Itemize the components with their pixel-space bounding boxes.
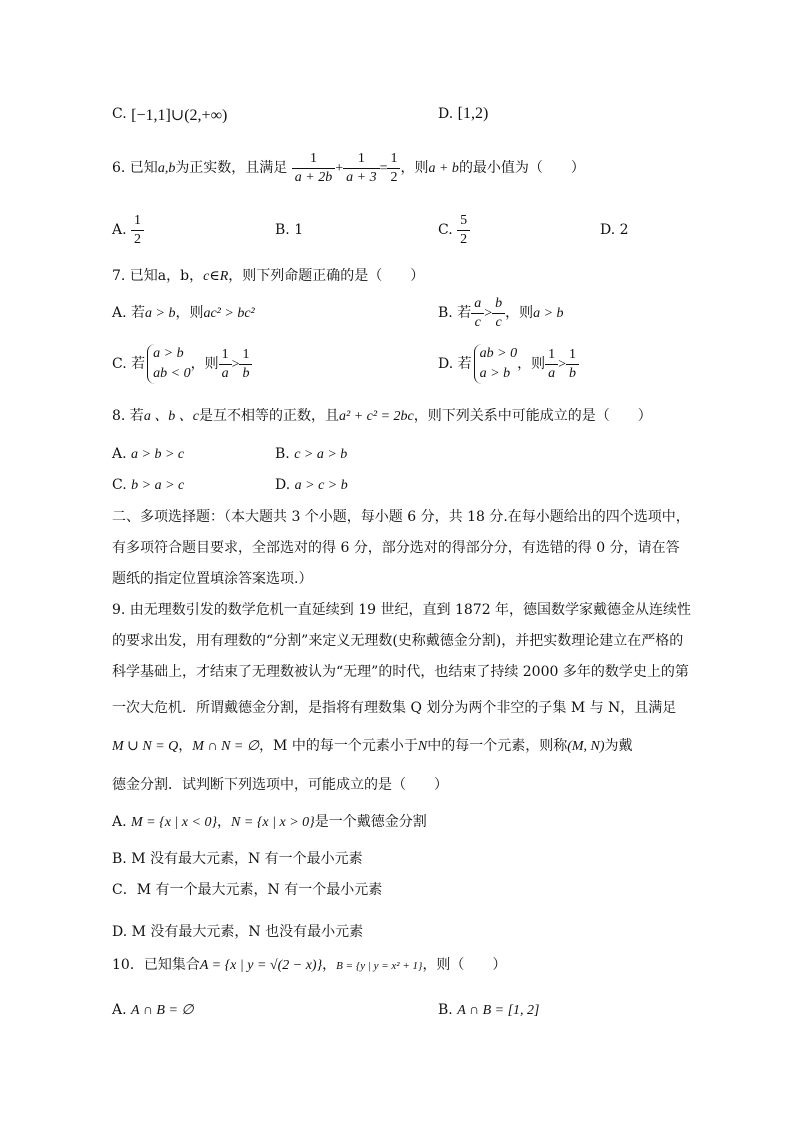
q7-stem: 7. 已知a，b，c∈R，则下列命题正确的是（ ） [112, 268, 425, 284]
q7-option-d-system: ab > 0 a > b [474, 344, 517, 384]
q8-option-b[interactable]: B. c > a > b [275, 446, 348, 462]
q8-option-d[interactable]: D. a > c > b [275, 477, 348, 493]
q6-option-b[interactable]: B. 1 [275, 222, 304, 238]
q9-line-2: 的要求出发，用有理数的“分割”来定义无理数(史称戴德金分割)，并把实数理论建立在严格的 [112, 633, 684, 649]
q6-stem: 6. 已知a,b为正实数，且满足 $\frac{1}{a + 2b}$ + $\frac{1}{a + 3}$ = $\frac{1}{2}$ ，则a + b的最小值为（ ） [112, 150, 585, 185]
q5-option-d-math: [1,2) [457, 105, 489, 122]
q6-option-a-fraction: $\frac{1}{2}$ [131, 212, 144, 249]
q5-option-c[interactable]: C. [−1,1]∪(2,+∞) [112, 106, 228, 124]
q9-line-4: 一次大危机．所谓戴德金分割，是指将有理数集 Q 划分为两个非空的子集 M 与 N，且满足 [112, 700, 677, 716]
q8-stem: 8. 若a 、b 、c是互不相等的正数，且a² + c² = 2bc，则下列关系中可能成立的是（ ） [112, 408, 652, 424]
q7-option-d[interactable]: D. 若 ab > 0 a > b ，则 $\frac{1}{a}$ > $\frac{1}{b}$ [438, 342, 579, 387]
q6-option-a[interactable]: A. $\frac{1}{2}$ [112, 211, 144, 249]
q9-option-c[interactable]: C．M 有一个最大元素，N 有一个最小元素 [112, 882, 383, 898]
q8-option-c[interactable]: C. b > a > c [112, 477, 185, 493]
q6-fraction-1: $\frac{1}{a + 2b}$ [292, 150, 335, 187]
q9-option-b[interactable]: B. M 没有最大元素，N 有一个最小元素 [112, 851, 363, 867]
q10-stem: 10．已知集合A = {x | y = √(2 − x)}，B = {y | y = x² + 1}，则（ ） [112, 957, 507, 973]
q6-fraction-2: $\frac{1}{a + 3}$ [343, 150, 379, 187]
q7-option-c[interactable]: C. 若 a > b ab < 0 ，则 $\frac{1}{a}$ > $\frac{1}{b}$ [112, 342, 252, 387]
q9-option-a[interactable]: A. M = {x | x < 0}，N = {x | x > 0}是一个戴德金分割 [112, 814, 427, 830]
section2-line-1: 二、多项选择题：（本大题共 3 个小题，每小题 6 分，共 18 分.在每小题给出的四个选项中， [112, 509, 690, 525]
q6-option-c-fraction: $\frac{5}{2}$ [457, 212, 470, 249]
q9-line-6: 德金分割．试判断下列选项中，可能成立的是（ ） [112, 777, 448, 793]
q9-line-1: 9. 由无理数引发的数学危机一直延续到 19 世纪，直到 1872 年，德国数学家戴德金从连续性 [112, 602, 692, 618]
q9-line-3: 科学基础上，才结束了无理数被认为“无理”的时代，也结束了持续 2000 多年的数学史上的第 [112, 664, 689, 680]
section2-line-3: 题纸的指定位置填涂答案选项.） [112, 571, 313, 587]
q8-option-a[interactable]: A. a > b > c [112, 446, 185, 462]
q5-option-d[interactable]: D. [1,2) [438, 105, 489, 122]
q7-option-b[interactable]: B. 若 $\frac{a}{c}$ > $\frac{b}{c}$ ，则a > b [438, 295, 564, 330]
q9-option-d[interactable]: D. M 没有最大元素，N 也没有最小元素 [112, 924, 364, 940]
q9-line-5: M ∪ N = Q，M ∩ N = ∅，M 中的每一个元素小于N中的每一个元素，则称(M, N)为戴 [112, 738, 633, 754]
q7-option-a[interactable]: A. 若a > b，则ac² > bc² [112, 305, 255, 321]
q5-option-c-math: [−1,1]∪(2,+∞) [131, 107, 228, 124]
q6-option-c[interactable]: C. $\frac{5}{2}$ [438, 211, 470, 249]
q7-option-c-system: a > b ab < 0 [147, 344, 190, 384]
q10-option-b[interactable]: B. A ∩ B = [1, 2] [438, 1002, 540, 1018]
q10-option-a[interactable]: A. A ∩ B = ∅ [112, 1002, 194, 1018]
section2-line-2: 有多项符合题目要求，全部选对的得 6 分，部分选对的得部分分，有选错的得 0 分，请在答 [112, 540, 680, 556]
q6-option-d[interactable]: D. 2 [600, 222, 629, 238]
q6-fraction-3: $\frac{1}{2}$ [387, 150, 400, 187]
